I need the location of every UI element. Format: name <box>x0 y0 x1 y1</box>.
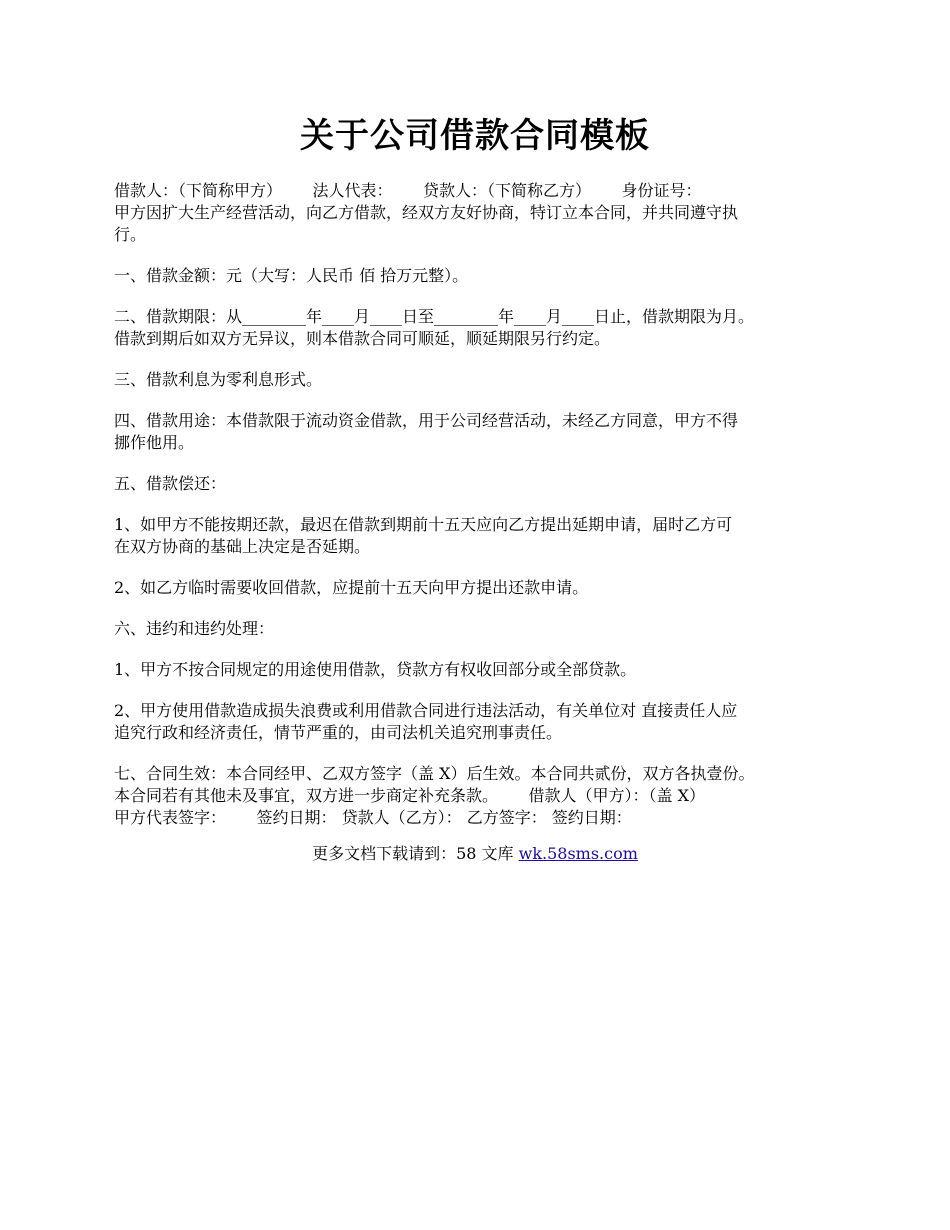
document-title: 关于公司借款合同模板 <box>300 116 650 156</box>
paragraph-loan-amount: 一、借款金额：元（大写：人民币 佰 拾万元整）。 <box>114 266 469 285</box>
paragraph-repayment-2: 2、如乙方临时需要收回借款，应提前十五天向甲方提出还款申请。 <box>114 578 589 597</box>
paragraph-breach-2: 2、甲方使用借款造成损失浪费或利用借款合同进行违法活动，有关单位对 直接责任人应 追究行政和经济责任，情节严重的，由司法机关追究刑事责任。 <box>114 701 738 742</box>
paragraph-repayment-1: 1、如甲方不能按期还款，最迟在借款到期前十五天应向乙方提出延期申请，届时乙方可 在双方协商的基础上决定是否延期。 <box>114 515 733 556</box>
paragraph-breach-heading: 六、违约和违约处理： <box>114 619 275 638</box>
paragraph-repayment-heading: 五、借款偿还： <box>114 474 227 493</box>
paragraph-effectiveness: 七、合同生效：本合同经甲、乙双方签字（盖 X）后生效。本合同共贰份，双方各执壹份。 本合同若有其他未及事宜，双方进一步商定补充条款。 借款人（甲方）：（盖 X） 甲方代表签字： 签约日期： 贷款人（乙方）： 乙方签字： 签约日期： <box>114 764 755 827</box>
paragraph-breach-1: 1、甲方不按合同规定的用途使用借款，贷款方有权收回部分或全部贷款。 <box>114 660 637 679</box>
paragraph-parties: 借款人：（下简称甲方） 法人代表： 贷款人：（下简称乙方） 身份证号： 甲方因扩大生产经营活动，向乙方借款，经双方友好协商，特订立本合同，并共同遵守执 行。 <box>114 181 739 244</box>
paragraph-loan-purpose: 四、借款用途：本借款限于流动资金借款，用于公司经营活动，未经乙方同意，甲方不得 挪作他用。 <box>114 411 739 452</box>
download-footer <box>0 843 950 865</box>
paragraph-loan-term: 二、借款期限：从________年____月____日至________年____月____日止，借款期限为月。 借款到期后如双方无异议，则本借款合同可顺延，顺延期限另行约定。 <box>114 307 755 348</box>
footer-text: 更多文档下载请到：58 文库 <box>312 844 519 863</box>
document-body <box>114 180 854 848</box>
paragraph-interest: 三、借款利息为零利息形式。 <box>114 370 323 389</box>
footer-link[interactable]: wk.58sms.com <box>518 844 638 863</box>
